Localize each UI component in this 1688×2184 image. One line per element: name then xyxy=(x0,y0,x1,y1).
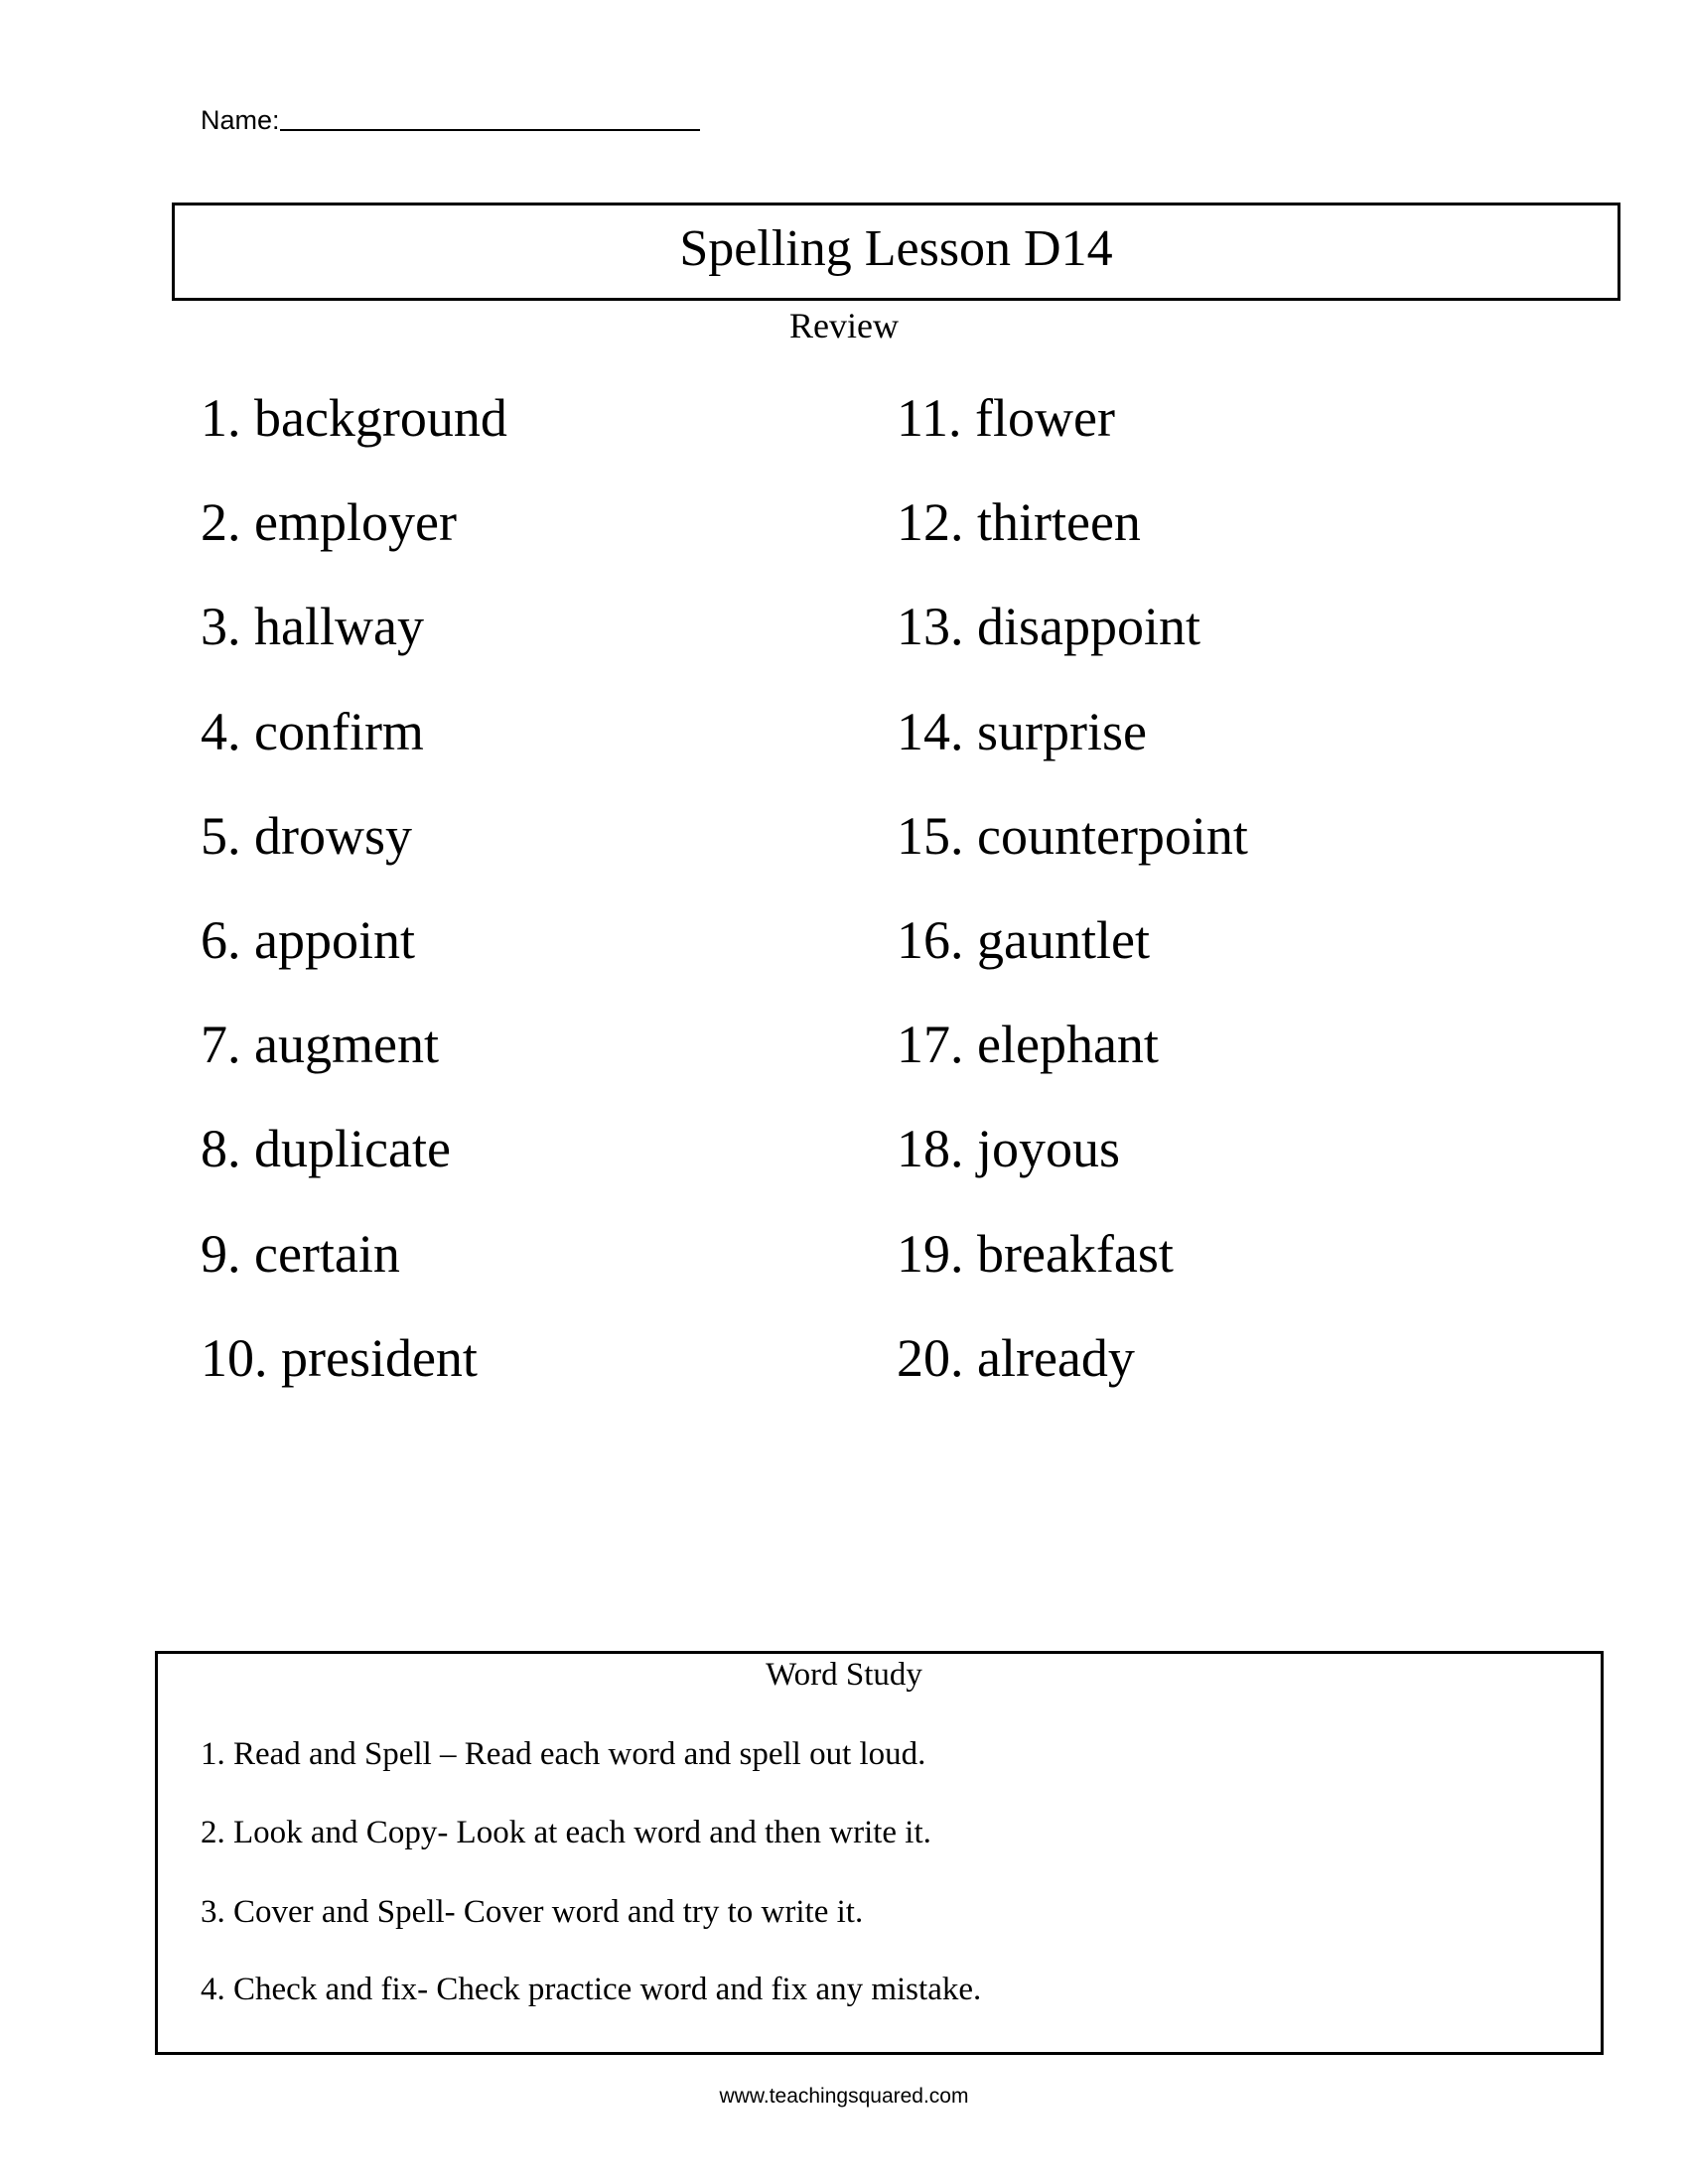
section-subtitle: Review xyxy=(789,306,899,345)
word-item: 5. drowsy xyxy=(201,806,412,866)
word-item: 11. flower xyxy=(897,388,1115,448)
word-study-step: 1. Read and Spell – Read each word and spell out loud. xyxy=(201,1736,926,1772)
word-item: 8. duplicate xyxy=(201,1119,451,1178)
word-item: 6. appoint xyxy=(201,910,415,970)
word-item: 17. elephant xyxy=(897,1015,1159,1074)
page-title: Spelling Lesson D14 xyxy=(679,220,1113,277)
word-item: 13. disappoint xyxy=(897,597,1200,656)
footer-url: www.teachingsquared.com xyxy=(719,2085,969,2108)
word-study-step: 4. Check and fix- Check practice word and fix any mistake. xyxy=(201,1972,982,2007)
word-study-title: Word Study xyxy=(766,1657,922,1693)
name-label: Name: xyxy=(201,105,280,135)
word-item: 16. gauntlet xyxy=(897,910,1150,970)
word-item: 20. already xyxy=(897,1328,1135,1388)
word-study-step: 2. Look and Copy- Look at each word and then write it. xyxy=(201,1815,931,1850)
word-item: 2. employer xyxy=(201,492,457,552)
word-item: 4. confirm xyxy=(201,702,424,761)
name-field[interactable] xyxy=(201,103,700,135)
word-item: 19. breakfast xyxy=(897,1224,1174,1284)
word-study-step: 3. Cover and Spell- Cover word and try to write it. xyxy=(201,1894,864,1930)
word-item: 3. hallway xyxy=(201,597,424,656)
word-item: 7. augment xyxy=(201,1015,439,1074)
word-item: 15. counterpoint xyxy=(897,806,1248,866)
title-box xyxy=(172,203,1620,301)
word-item: 10. president xyxy=(201,1328,478,1388)
word-item: 14. surprise xyxy=(897,702,1147,761)
word-item: 12. thirteen xyxy=(897,492,1141,552)
word-item: 18. joyous xyxy=(897,1119,1121,1178)
word-item: 9. certain xyxy=(201,1224,400,1284)
name-blank-line[interactable] xyxy=(280,129,700,131)
word-item: 1. background xyxy=(201,388,507,448)
